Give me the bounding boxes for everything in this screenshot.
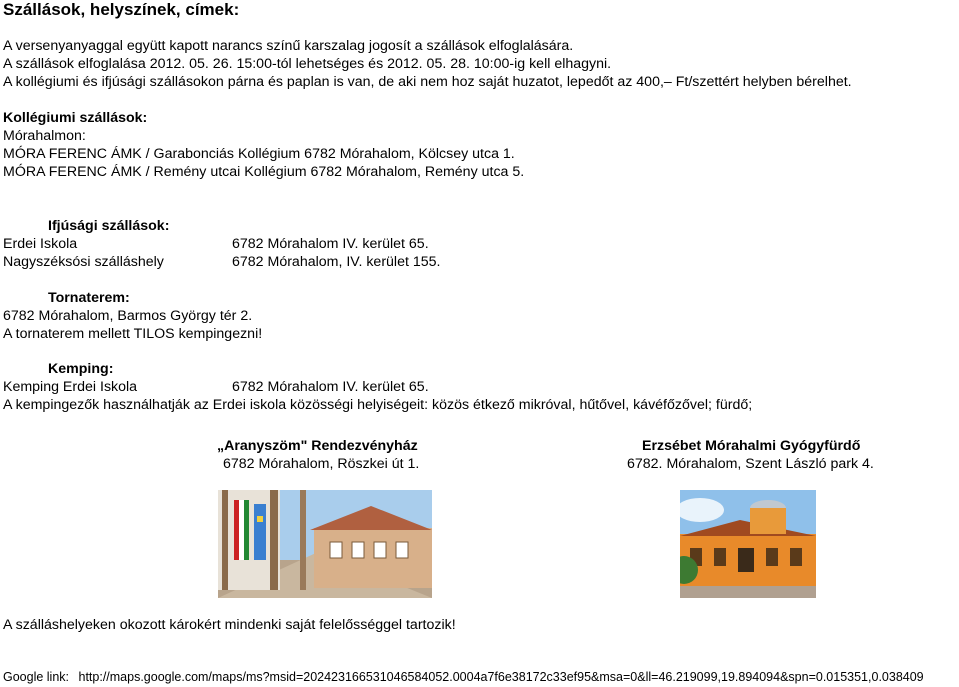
camping-heading: Kemping: <box>48 361 114 377</box>
camping-address: 6782 Mórahalom IV. kerület 65. <box>232 379 429 395</box>
college-city: Mórahalmon: <box>3 128 86 144</box>
gym-note: A tornaterem mellett TILOS kempingezni! <box>3 326 263 342</box>
venue-1-address: 6782 Mórahalom, Röszkei út 1. <box>223 456 420 472</box>
liability-note: A szálláshelyeken okozott károkért mindenki saját felelősséggel tartozik! <box>3 617 456 633</box>
intro-line-1: A versenyanyaggal együtt kapott narancs színű karszalag jogosít a szállások elfoglalására. <box>3 38 574 54</box>
college-line-2: MÓRA FERENC ÁMK / Remény utcai Kollégium 6782 Mórahalom, Remény utca 5. <box>3 164 525 180</box>
youth-address-2: 6782 Mórahalom, IV. kerület 155. <box>232 254 441 270</box>
college-line-1: MÓRA FERENC ÁMK / Garabonciás Kollégium 6782 Mórahalom, Kölcsey utca 1. <box>3 146 515 162</box>
page-title: Szállások, helyszínek, címek: <box>3 0 240 19</box>
gym-address: 6782 Mórahalom, Barmos György tér 2. <box>3 308 253 324</box>
venue-2-name: Erzsébet Mórahalmi Gyógyfürdő <box>642 438 861 454</box>
venue-1-name: „Aranyszöm" Rendezvényház <box>217 438 418 454</box>
venue-2-address: 6782. Mórahalom, Szent László park 4. <box>627 456 874 472</box>
event-house-photo <box>218 490 432 598</box>
intro-line-3: A kollégiumi és ifjúsági szállásokon párna és paplan is van, de aki nem hoz saját huzatot, lepedőt az 400,‒ Ft/szettért helyben bérelhet. <box>3 74 852 90</box>
google-maps-link[interactable]: http://maps.google.com/maps/ms?msid=202423166531046584052.0004a7f6e38172c33ef95&msa=0&ll=46.219099,19.894094&spn=0.015351,0.038409 <box>78 670 924 684</box>
google-link-label: Google link: <box>3 670 70 684</box>
youth-name-2: Nagyszéksósi szálláshely <box>3 254 164 270</box>
camping-name: Kemping Erdei Iskola <box>3 379 138 395</box>
youth-heading: Ifjúsági szállások: <box>48 218 170 234</box>
spa-photo <box>680 490 816 598</box>
gym-heading: Tornaterem: <box>48 290 130 306</box>
google-link-line <box>3 669 924 685</box>
college-heading: Kollégiumi szállások: <box>3 110 148 126</box>
intro-line-2: A szállások elfoglalása 2012. 05. 26. 15:00-tól lehetséges és 2012. 05. 28. 10:00-ig kell elhagyni. <box>3 56 612 72</box>
youth-address-1: 6782 Mórahalom IV. kerület 65. <box>232 236 429 252</box>
youth-name-1: Erdei Iskola <box>3 236 78 252</box>
camping-note: A kempingezők használhatják az Erdei iskola közösségi helyiségeit: közös étkező mikróval, hűtővel, kávéfőzővel; fürdő; <box>3 397 753 413</box>
